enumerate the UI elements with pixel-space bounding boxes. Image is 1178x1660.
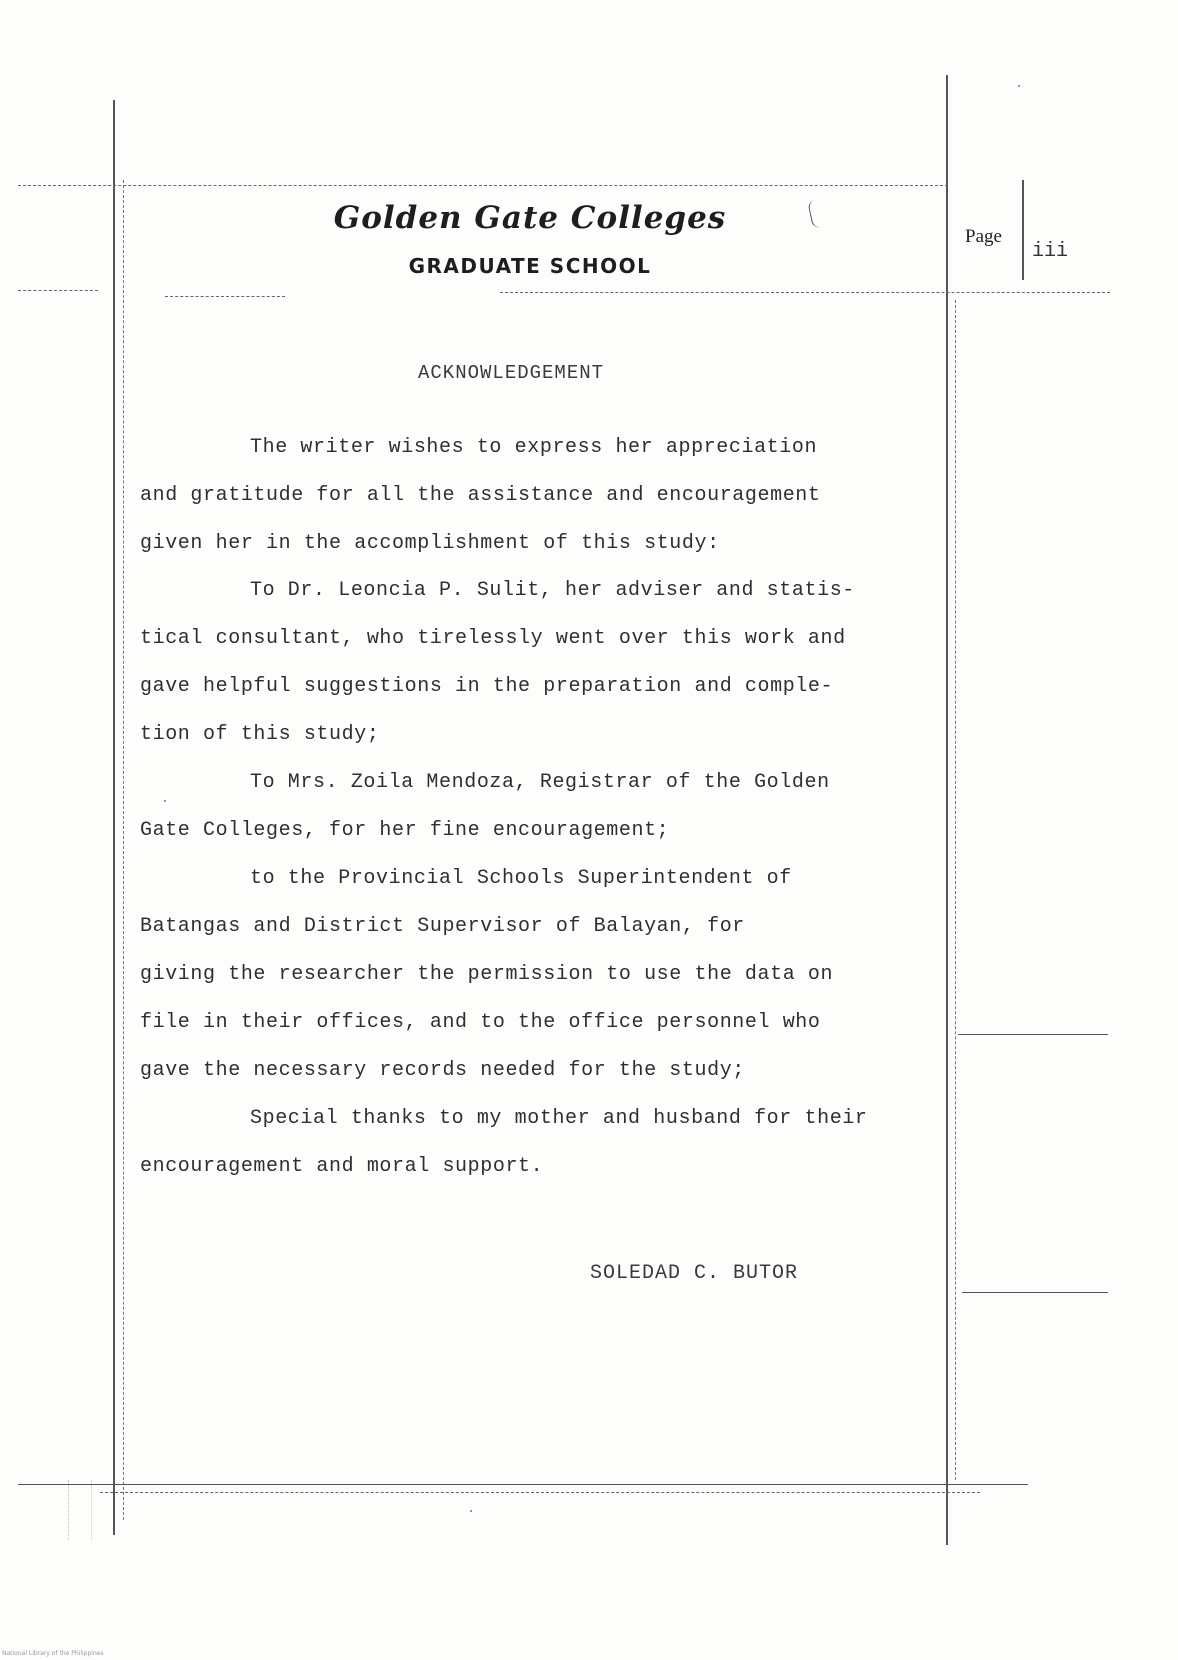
bottom-rule	[18, 1484, 1028, 1485]
right-margin-rule	[946, 75, 948, 1545]
document-heading: ACKNOWLEDGEMENT	[418, 362, 605, 384]
body-line: and gratitude for all the assistance and encouragement	[140, 484, 821, 507]
header-bottom-rule	[18, 290, 98, 291]
body-line: To Mrs. Zoila Mendoza, Registrar of the Golden	[250, 771, 830, 794]
body-line: to the Provincial Schools Superintendent of	[250, 867, 792, 890]
author-signature-name: SOLEDAD C. BUTOR	[590, 1262, 799, 1285]
institution-name: Golden Gate Colleges	[333, 200, 727, 236]
pen-mark	[807, 199, 824, 229]
body-line: Gate Colleges, for her fine encouragement;	[140, 819, 670, 842]
body-line: given her in the accomplishment of this study:	[140, 532, 720, 555]
left-margin-rule	[113, 100, 115, 1535]
bottom-rule-lower	[100, 1492, 980, 1493]
body-line: The writer wishes to express her appreciation	[250, 436, 818, 459]
school-name: GRADUATE SCHOOL	[408, 254, 652, 278]
page-number: iii	[1032, 240, 1069, 263]
right-column-rule-2	[962, 1292, 1108, 1293]
right-column-rule-1	[958, 1034, 1108, 1035]
body-line: gave helpful suggestions in the preparation and comple-	[140, 675, 834, 698]
body-line: gave the necessary records needed for the study;	[140, 1059, 745, 1082]
body-line: Batangas and District Supervisor of Balayan, for	[140, 915, 745, 938]
body-line: tical consultant, who tirelessly went over this work and	[140, 627, 846, 650]
library-stamp-mark	[68, 1480, 92, 1540]
body-line: tion of this study;	[140, 723, 380, 746]
scan-speck	[470, 1510, 472, 1512]
header-bottom-rule-mid	[165, 296, 285, 297]
body-line: Special thanks to my mother and husband for their	[250, 1107, 868, 1130]
left-inner-rule	[123, 180, 124, 1520]
header-bottom-rule-right	[500, 292, 1110, 293]
body-line: giving the researcher the permission to use the data on	[140, 963, 834, 986]
body-line: file in their offices, and to the office personnel who	[140, 1011, 821, 1034]
scan-speck	[1018, 85, 1020, 87]
body-line: To Dr. Leoncia P. Sulit, her adviser and statis-	[250, 579, 855, 602]
footer-credit: National Library of the Philippines	[2, 1650, 104, 1657]
page-label: Page	[965, 226, 1002, 247]
header-top-rule	[18, 185, 948, 186]
scan-speck	[164, 800, 166, 802]
right-inner-rule	[955, 300, 956, 1480]
body-line: encouragement and moral support.	[140, 1155, 544, 1178]
page-box-divider	[1022, 180, 1024, 280]
